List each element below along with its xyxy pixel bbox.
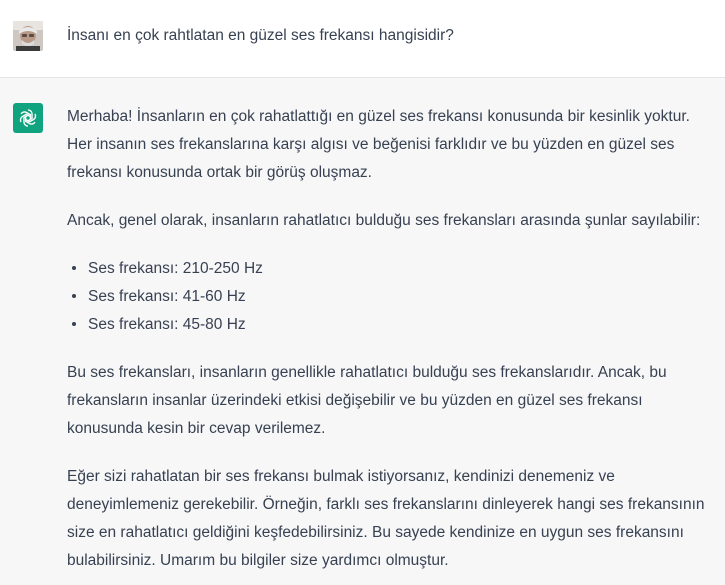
- assistant-paragraph-1: Merhaba! İnsanların en çok rahatlattığı en güzel ses frekansı konusunda bir kesinlik yoktur. Her insanın ses frekanslarına karşı algısı ve beğenisi farklıdır ve bu yüzden en güzel ses frekansı konusunda ortak bir görüş oluşmaz.: [67, 108, 690, 181]
- list-item: [67, 255, 719, 283]
- user-photo-icon: [13, 21, 43, 51]
- assistant-paragraph-4: Eğer sizi rahatlatan bir ses frekansı bulmak istiyorsanız, kendinizi denemeniz ve deneyimlemeniz gerekebilir. Örneğin, farklı ses frekanslarını dinleyerek hangi ses frekansının size en rahatlatıcı geldiğini keşfedebilirsiniz. Bu sayede kendinize en uygun ses frekansını bulabilirsiniz. Umarım bu bilgiler size yardımcı olmuştur.: [67, 468, 705, 569]
- openai-logo-icon: [17, 107, 39, 129]
- assistant-paragraph-3: Bu ses frekansları, insanların genellikle rahatlatıcı bulduğu ses frekanslarıdır. Ancak, bu frekansların insanlar üzerindeki etkisi değişebilir ve bu yüzden en güzel ses frekansı konusunda kesin bir cevap verilemez.: [67, 364, 667, 437]
- list-item-text: Ses frekansı: 45-80 Hz: [88, 316, 246, 333]
- user-message-row: [0, 0, 725, 78]
- list-item-text: Ses frekansı: 41-60 Hz: [88, 288, 246, 305]
- list-item: [67, 311, 719, 339]
- user-message-text: İnsanı en çok rahtlatan en güzel ses frekansı hangisidir?: [67, 27, 454, 44]
- assistant-paragraph-2: Ancak, genel olarak, insanların rahatlatıcı bulduğu ses frekansları arasında şunlar sayılabilir:: [67, 212, 701, 229]
- assistant-message-content: [67, 103, 719, 575]
- assistant-message-row: [0, 78, 725, 585]
- bullet-icon: [72, 266, 76, 270]
- list-item-text: Ses frekansı: 210-250 Hz: [88, 260, 263, 277]
- frequency-list: [67, 255, 719, 339]
- bullet-icon: [72, 322, 76, 326]
- user-avatar: [13, 21, 43, 51]
- list-item: [67, 283, 719, 311]
- bullet-icon: [72, 294, 76, 298]
- assistant-avatar: [13, 103, 43, 133]
